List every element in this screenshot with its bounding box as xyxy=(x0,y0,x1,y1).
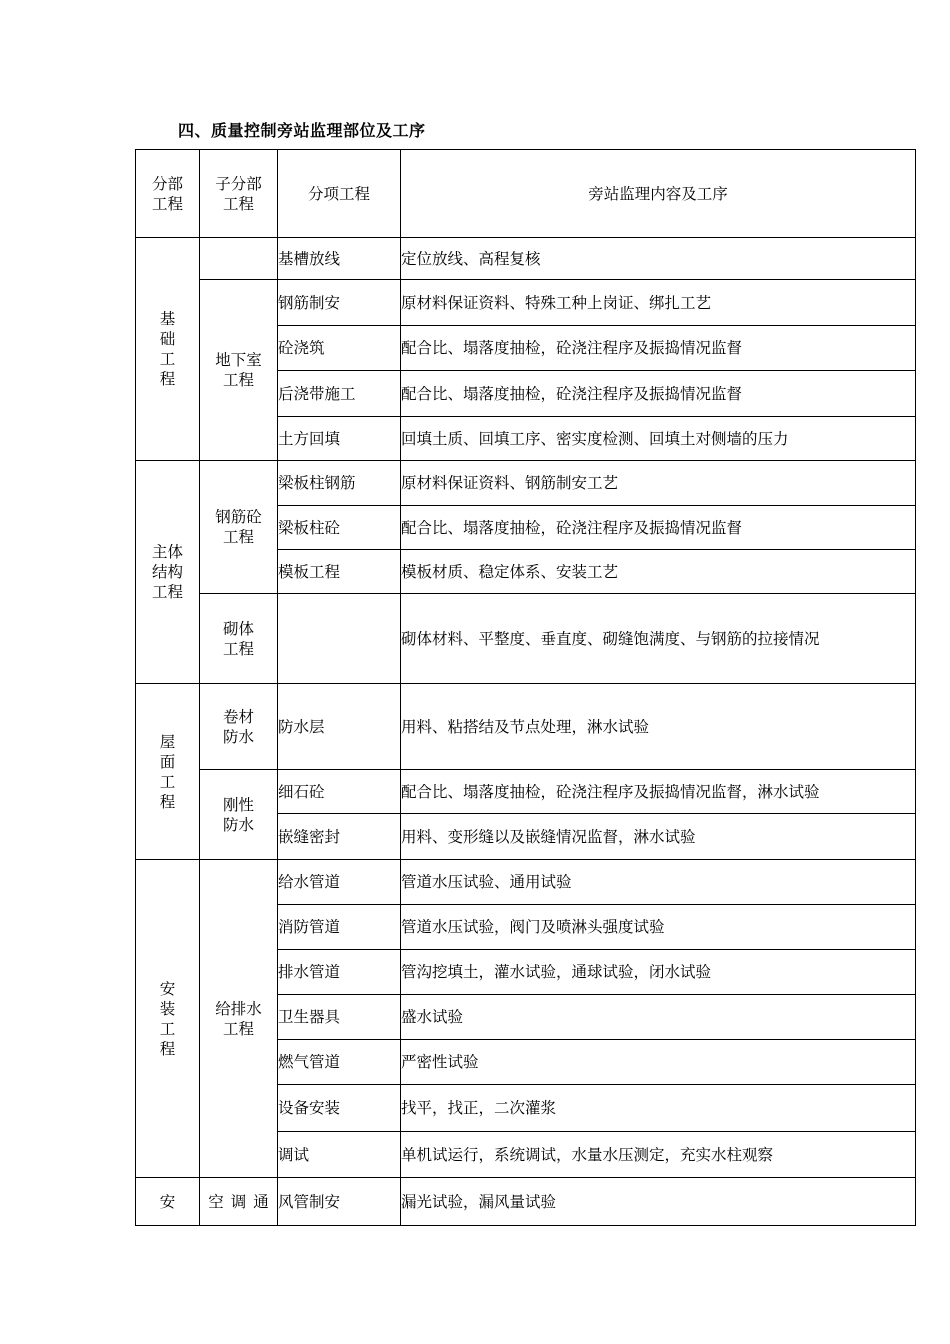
item-cell: 钢筋制安 xyxy=(278,280,401,326)
group-water-supply-drainage: 给排水 工程 xyxy=(200,860,278,1178)
header-item: 分项工程 xyxy=(278,150,401,238)
group-foundation: 基 础 工 程 xyxy=(136,238,200,461)
item-cell: 基槽放线 xyxy=(278,238,401,280)
group-roof: 屋 面 工 程 xyxy=(136,684,200,860)
content-cell: 配合比、塌落度抽检，砼浇注程序及振捣情况监督 xyxy=(401,371,916,417)
group-installation: 安 装 工 程 xyxy=(136,860,200,1178)
group-hvac-partial: 空调通 xyxy=(200,1178,278,1226)
table-row xyxy=(136,594,916,684)
table-row xyxy=(136,1178,916,1226)
content-cell: 配合比、塌落度抽检，砼浇注程序及振捣情况监督，淋水试验 xyxy=(401,770,916,814)
item-cell: 土方回填 xyxy=(278,417,401,461)
table-header-row xyxy=(136,150,916,238)
table-row xyxy=(136,238,916,280)
item-cell: 排水管道 xyxy=(278,950,401,995)
content-cell: 配合比、塌落度抽检，砼浇注程序及振捣情况监督 xyxy=(401,326,916,371)
content-cell: 配合比、塌落度抽检，砼浇注程序及振捣情况监督 xyxy=(401,506,916,550)
item-cell: 调试 xyxy=(278,1132,401,1178)
content-cell: 管沟挖填土，灌水试验，通球试验，闭水试验 xyxy=(401,950,916,995)
item-cell: 砼浇筑 xyxy=(278,326,401,371)
item-cell: 风管制安 xyxy=(278,1178,401,1226)
group-basement: 地下室 工程 xyxy=(200,280,278,461)
group-main-structure: 主体 结构 工程 xyxy=(136,461,200,684)
content-cell: 管道水压试验，阀门及喷淋头强度试验 xyxy=(401,905,916,950)
content-cell: 盛水试验 xyxy=(401,995,916,1040)
content-cell: 管道水压试验、通用试验 xyxy=(401,860,916,905)
content-cell: 漏光试验，漏风量试验 xyxy=(401,1178,916,1226)
table-row xyxy=(136,461,916,506)
group-rebar-concrete: 钢筋砼 工程 xyxy=(200,461,278,594)
content-cell: 找平，找正，二次灌浆 xyxy=(401,1085,916,1132)
item-cell: 模板工程 xyxy=(278,550,401,594)
item-cell: 梁板柱钢筋 xyxy=(278,461,401,506)
header-subdivision: 子分部 工程 xyxy=(200,150,278,238)
item-cell: 消防管道 xyxy=(278,905,401,950)
content-cell: 单机试运行，系统调试，水量水压测定，充实水柱观察 xyxy=(401,1132,916,1178)
item-cell: 设备安装 xyxy=(278,1085,401,1132)
content-cell: 用料、粘搭结及节点处理，淋水试验 xyxy=(401,684,916,770)
item-cell: 给水管道 xyxy=(278,860,401,905)
content-cell: 定位放线、高程复核 xyxy=(401,238,916,280)
header-content: 旁站监理内容及工序 xyxy=(401,150,916,238)
item-cell: 燃气管道 xyxy=(278,1040,401,1085)
table-row xyxy=(136,770,916,814)
group-membrane-waterproof: 卷材 防水 xyxy=(200,684,278,770)
table-row xyxy=(136,684,916,770)
item-cell: 后浇带施工 xyxy=(278,371,401,417)
item-cell: 梁板柱砼 xyxy=(278,506,401,550)
group-masonry: 砌体 工程 xyxy=(200,594,278,684)
content-cell: 原材料保证资料、钢筋制安工艺 xyxy=(401,461,916,506)
content-cell: 砌体材料、平整度、垂直度、砌缝饱满度、与钢筋的拉接情况 xyxy=(401,594,916,684)
group-installation-partial: 安 xyxy=(136,1178,200,1226)
content-cell: 回填土质、回填工序、密实度检测、回填土对侧墙的压力 xyxy=(401,417,916,461)
group-rigid-waterproof: 刚性 防水 xyxy=(200,770,278,860)
content-cell: 模板材质、稳定体系、安装工艺 xyxy=(401,550,916,594)
page-heading: 四、质量控制旁站监理部位及工序 xyxy=(178,121,426,140)
table-row xyxy=(136,280,916,326)
item-cell: 防水层 xyxy=(278,684,401,770)
content-cell: 原材料保证资料、特殊工种上岗证、绑扎工艺 xyxy=(401,280,916,326)
item-cell: 卫生器具 xyxy=(278,995,401,1040)
item-cell: 嵌缝密封 xyxy=(278,814,401,860)
supervision-table xyxy=(135,149,916,1226)
table-row xyxy=(136,860,916,905)
item-cell: 细石砼 xyxy=(278,770,401,814)
item-cell xyxy=(278,594,401,684)
header-division: 分部 工程 xyxy=(136,150,200,238)
content-cell: 严密性试验 xyxy=(401,1040,916,1085)
empty-subdivision-cell xyxy=(200,238,278,280)
content-cell: 用料、变形缝以及嵌缝情况监督，淋水试验 xyxy=(401,814,916,860)
